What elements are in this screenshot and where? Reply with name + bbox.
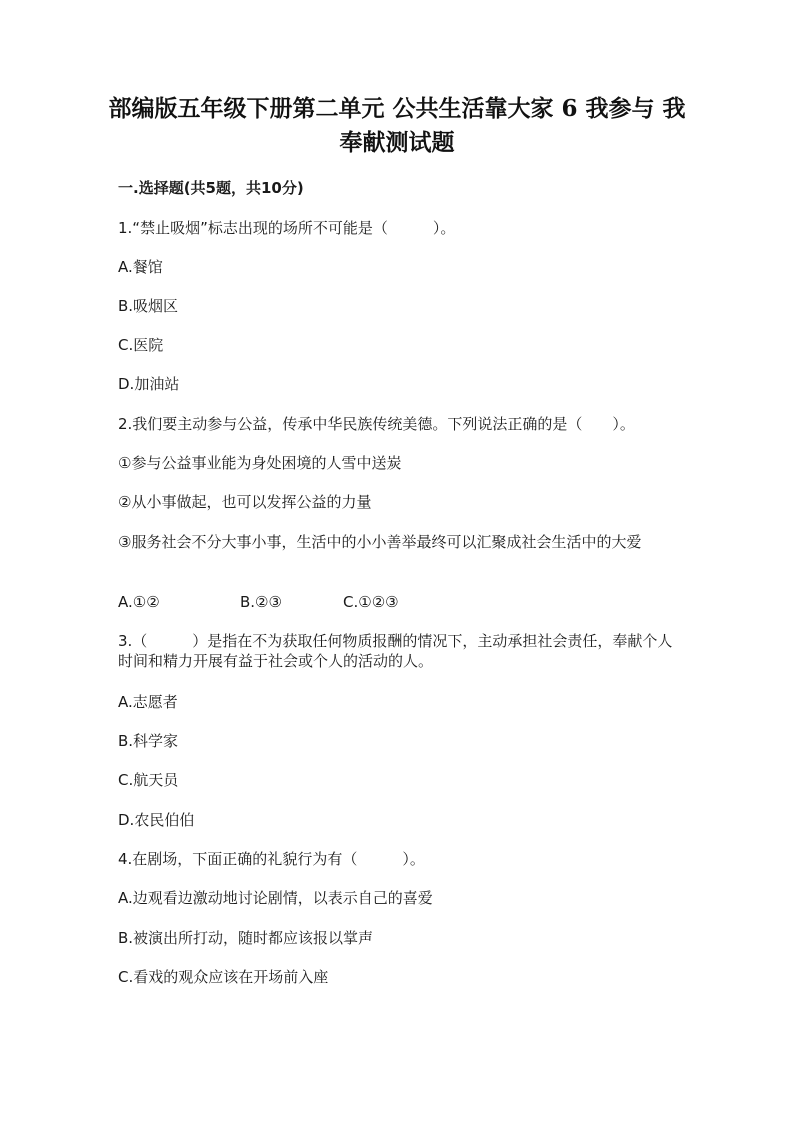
question-2-option-c: C.①②③ xyxy=(343,593,399,611)
section-heading: 一.选择题(共5题，共10分) xyxy=(118,179,304,197)
question-3-option-d: D.农民伯伯 xyxy=(118,811,195,829)
question-1-option-d: D.加油站 xyxy=(118,375,180,393)
question-2-statement-2: ②从小事做起，也可以发挥公益的力量 xyxy=(118,493,372,511)
question-4-option-a: A.边观看边激动地讨论剧情，以表示自己的喜爱 xyxy=(118,889,433,907)
page-title: 部编版五年级下册第二单元 公共生活靠大家 6 我参与 我奉献测试题 xyxy=(108,95,686,156)
question-4-option-c: C.看戏的观众应该在开场前入座 xyxy=(118,968,329,986)
question-4-option-b: B.被演出所打动，随时都应该报以掌声 xyxy=(118,929,374,947)
question-2-option-a: A.①② xyxy=(118,593,160,611)
question-1-stem: 1.“禁止吸烟”标志出现的场所不可能是（ ）。 xyxy=(118,219,456,237)
question-1-option-b: B.吸烟区 xyxy=(118,297,179,315)
question-2-option-b: B.②③ xyxy=(240,593,282,611)
question-3-option-b: B.科学家 xyxy=(118,732,179,750)
question-1-option-a: A.餐馆 xyxy=(118,258,163,276)
question-2-statement-3: ③服务社会不分大事小事，生活中的小小善举最终可以汇聚成社会生活中的大爱 xyxy=(118,533,642,551)
question-2-statement-1: ①参与公益事业能为身处困境的人雪中送炭 xyxy=(118,454,402,472)
question-2-options xyxy=(118,592,678,612)
question-1-option-c: C.医院 xyxy=(118,336,164,354)
question-3-stem: 3.（ ）是指在不为获取任何物质报酬的情况下，主动承担社会责任，奉献个人时间和精力开展有益于社会或个人的活动的人。 xyxy=(118,632,673,670)
question-2-stem: 2.我们要主动参与公益，传承中华民族传统美德。下列说法正确的是（ ）。 xyxy=(118,415,635,433)
question-4-stem: 4.在剧场，下面正确的礼貌行为有（ ）。 xyxy=(118,850,425,868)
question-3-option-c: C.航天员 xyxy=(118,771,179,789)
question-3-option-a: A.志愿者 xyxy=(118,693,178,711)
